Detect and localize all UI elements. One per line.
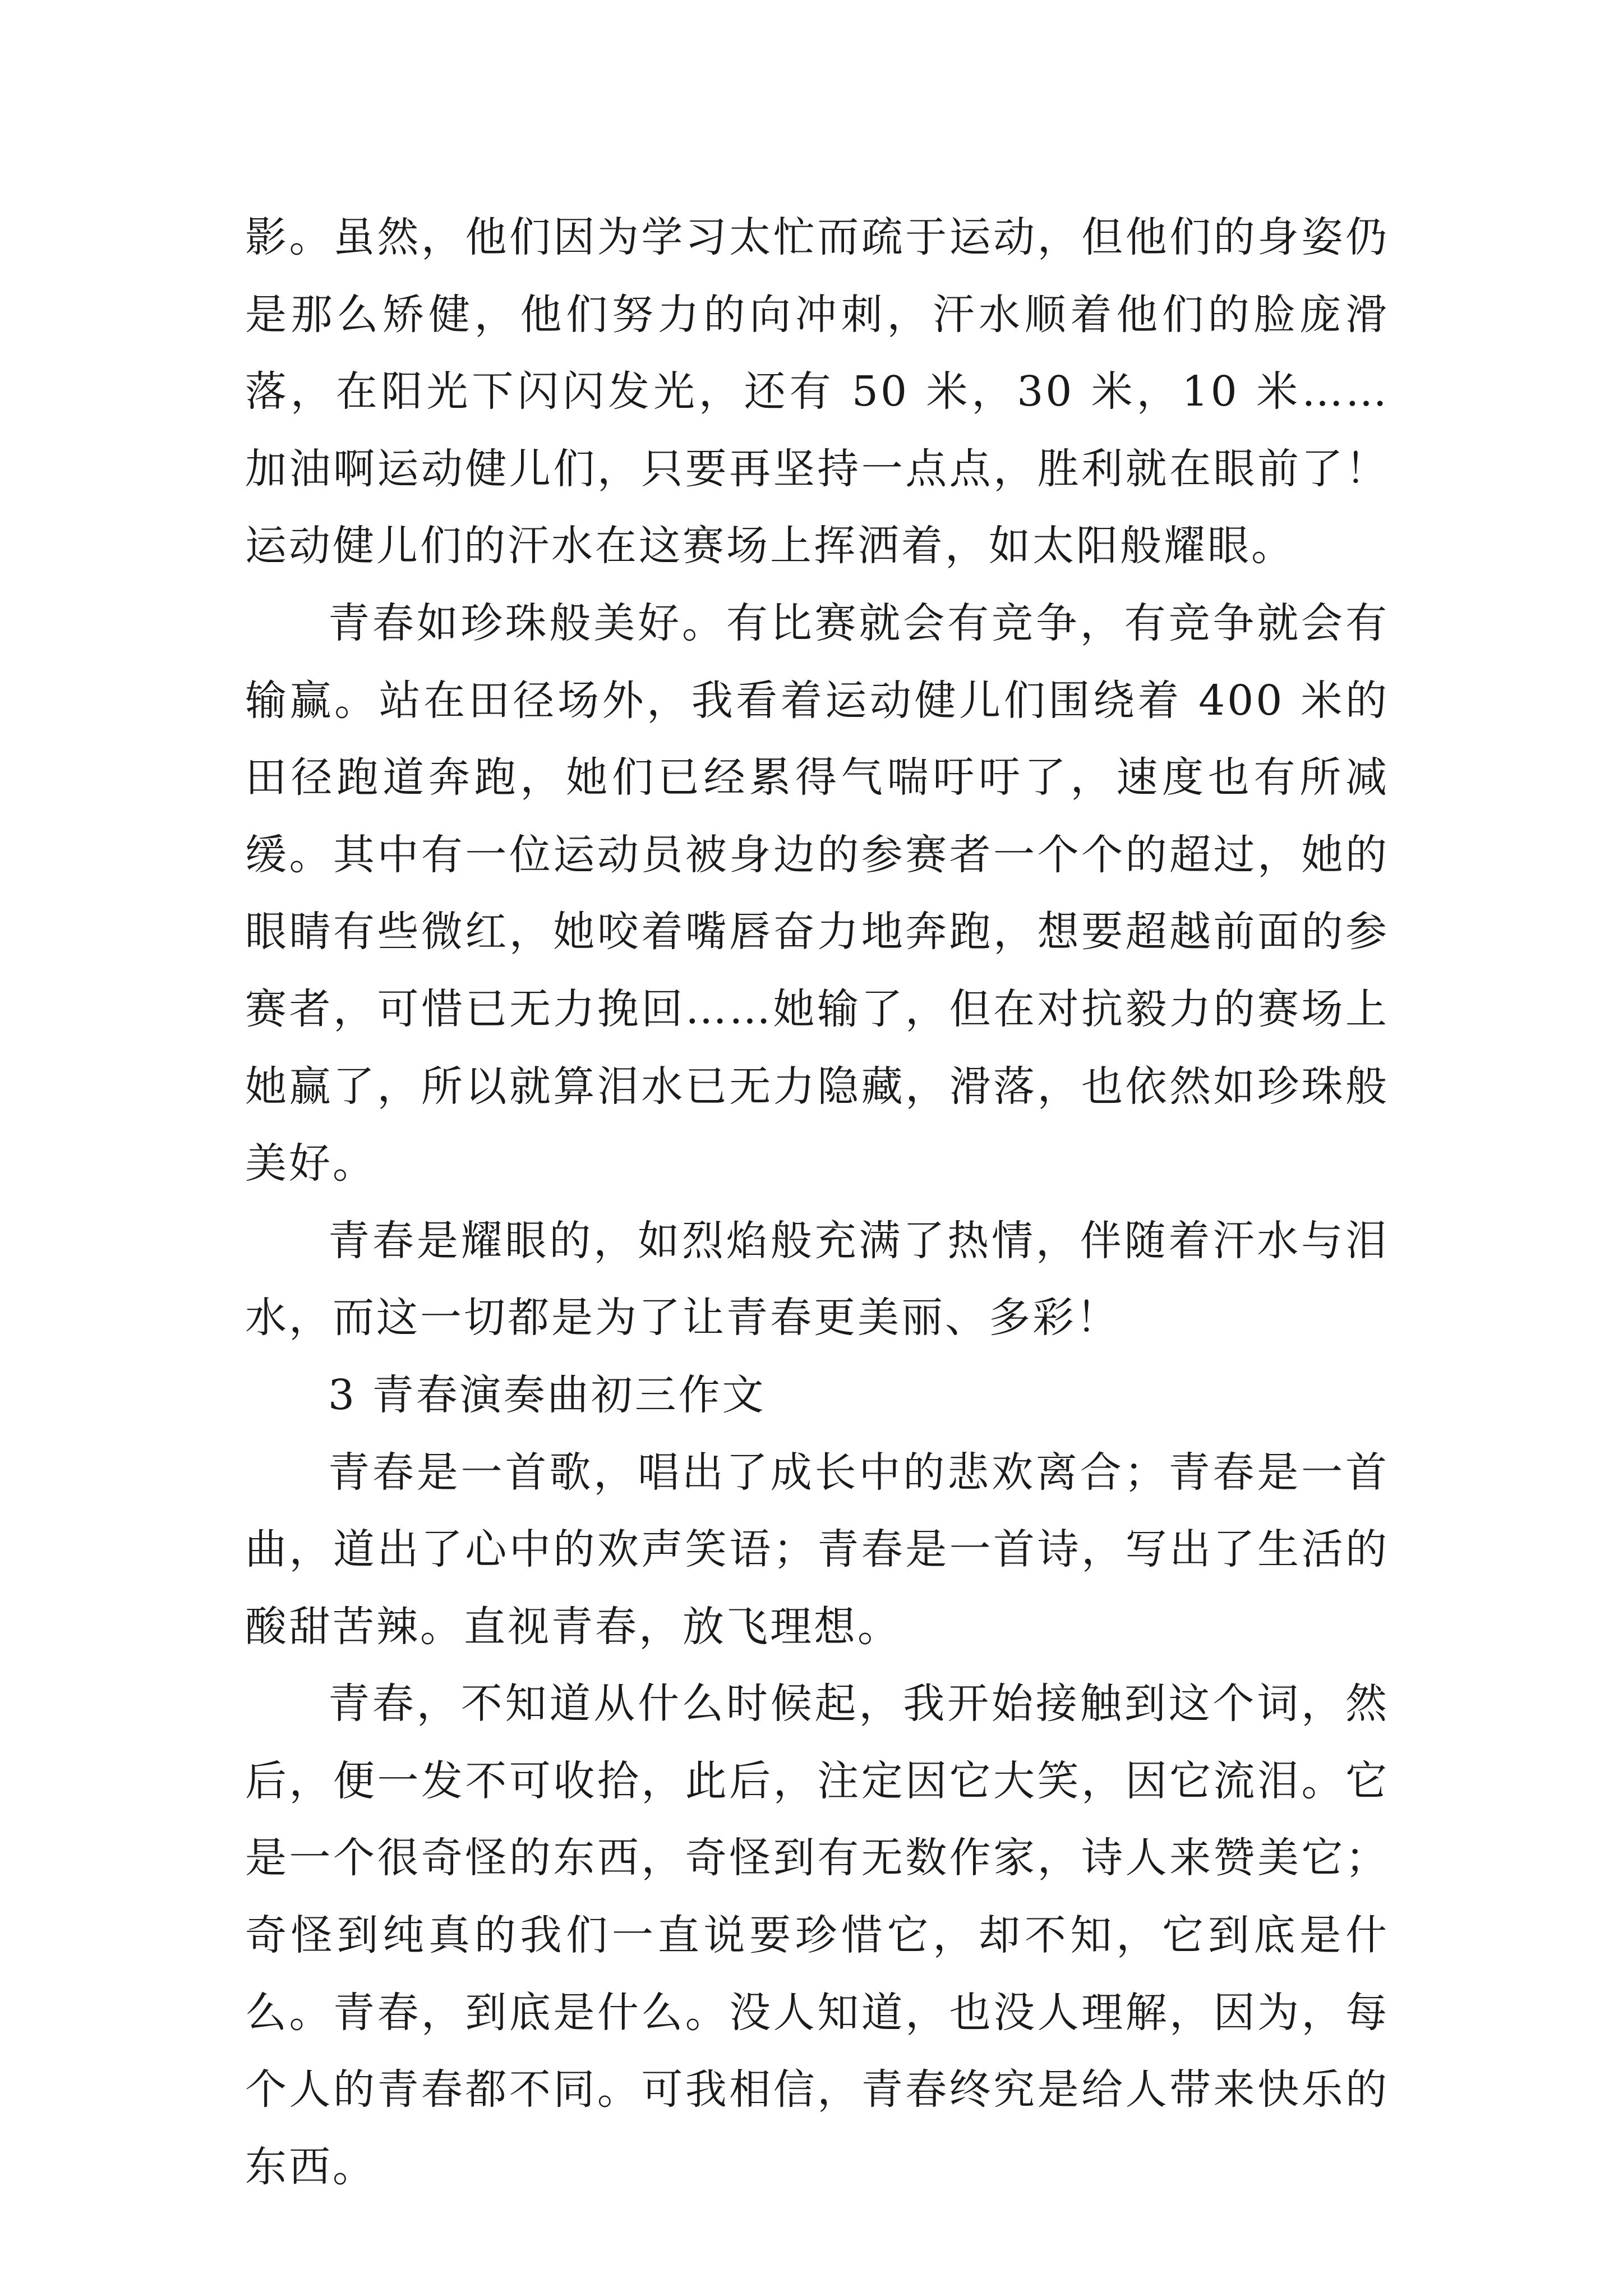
paragraph-4: 青春是一首歌，唱出了成长中的悲欢离合；青春是一首曲，道出了心中的欢声笑语；青春是一首诗，写出了生活的酸甜苦辣。直视青春，放飞理想。 [245,1448,1389,1651]
paragraph-1: 影。虽然，他们因为学习太忙而疏于运动，但他们的身姿仍是那么矫健，他们努力的向冲刺，汗水顺着他们的脸庞滑落，在阳光下闪闪发光，还有 50 米，30 米，10 米……加油啊运动健儿们，只要再坚持一点点，胜利就在眼前了！运动健儿们的汗水在这赛场上挥洒着，如太阳般耀眼。 [245,213,1389,570]
section-heading: 3 青春演奏曲初三作文 [328,1370,766,1419]
document-body [245,199,1389,2206]
paragraph-3: 青春是耀眼的，如烈焰般充满了热情，伴随着汗水与泪水，而这一切都是为了让青春更美丽、多彩！ [245,1216,1389,1342]
paragraph-5: 青春，不知道从什么时候起，我开始接触到这个词，然后，便一发不可收拾，此后，注定因它大笑，因它流泪。它是一个很奇怪的东西，奇怪到有无数作家，诗人来赞美它；奇怪到纯真的我们一直说要珍惜它，却不知，它到底是什么。青春，到底是什么。没人知道，也没人理解，因为，每个人的青春都不同。可我相信，青春终究是给人带来快乐的东西。 [245,1680,1389,2191]
paragraph-2: 青春如珍珠般美好。有比赛就会有竞争，有竞争就会有输赢。站在田径场外，我看着运动健儿们围绕着 400 米的田径跑道奔跑，她们已经累得气喘吁吁了，速度也有所减缓。其中有一位运动员被身边的参赛者一个个的超过，她的眼睛有些微红，她咬着嘴唇奋力地奔跑，想要超越前面的参赛者，可惜已无力挽回……她输了，但在对抗毅力的赛场上她赢了，所以就算泪水已无力隐藏，滑落，也依然如珍珠般美好。 [245,599,1389,1188]
